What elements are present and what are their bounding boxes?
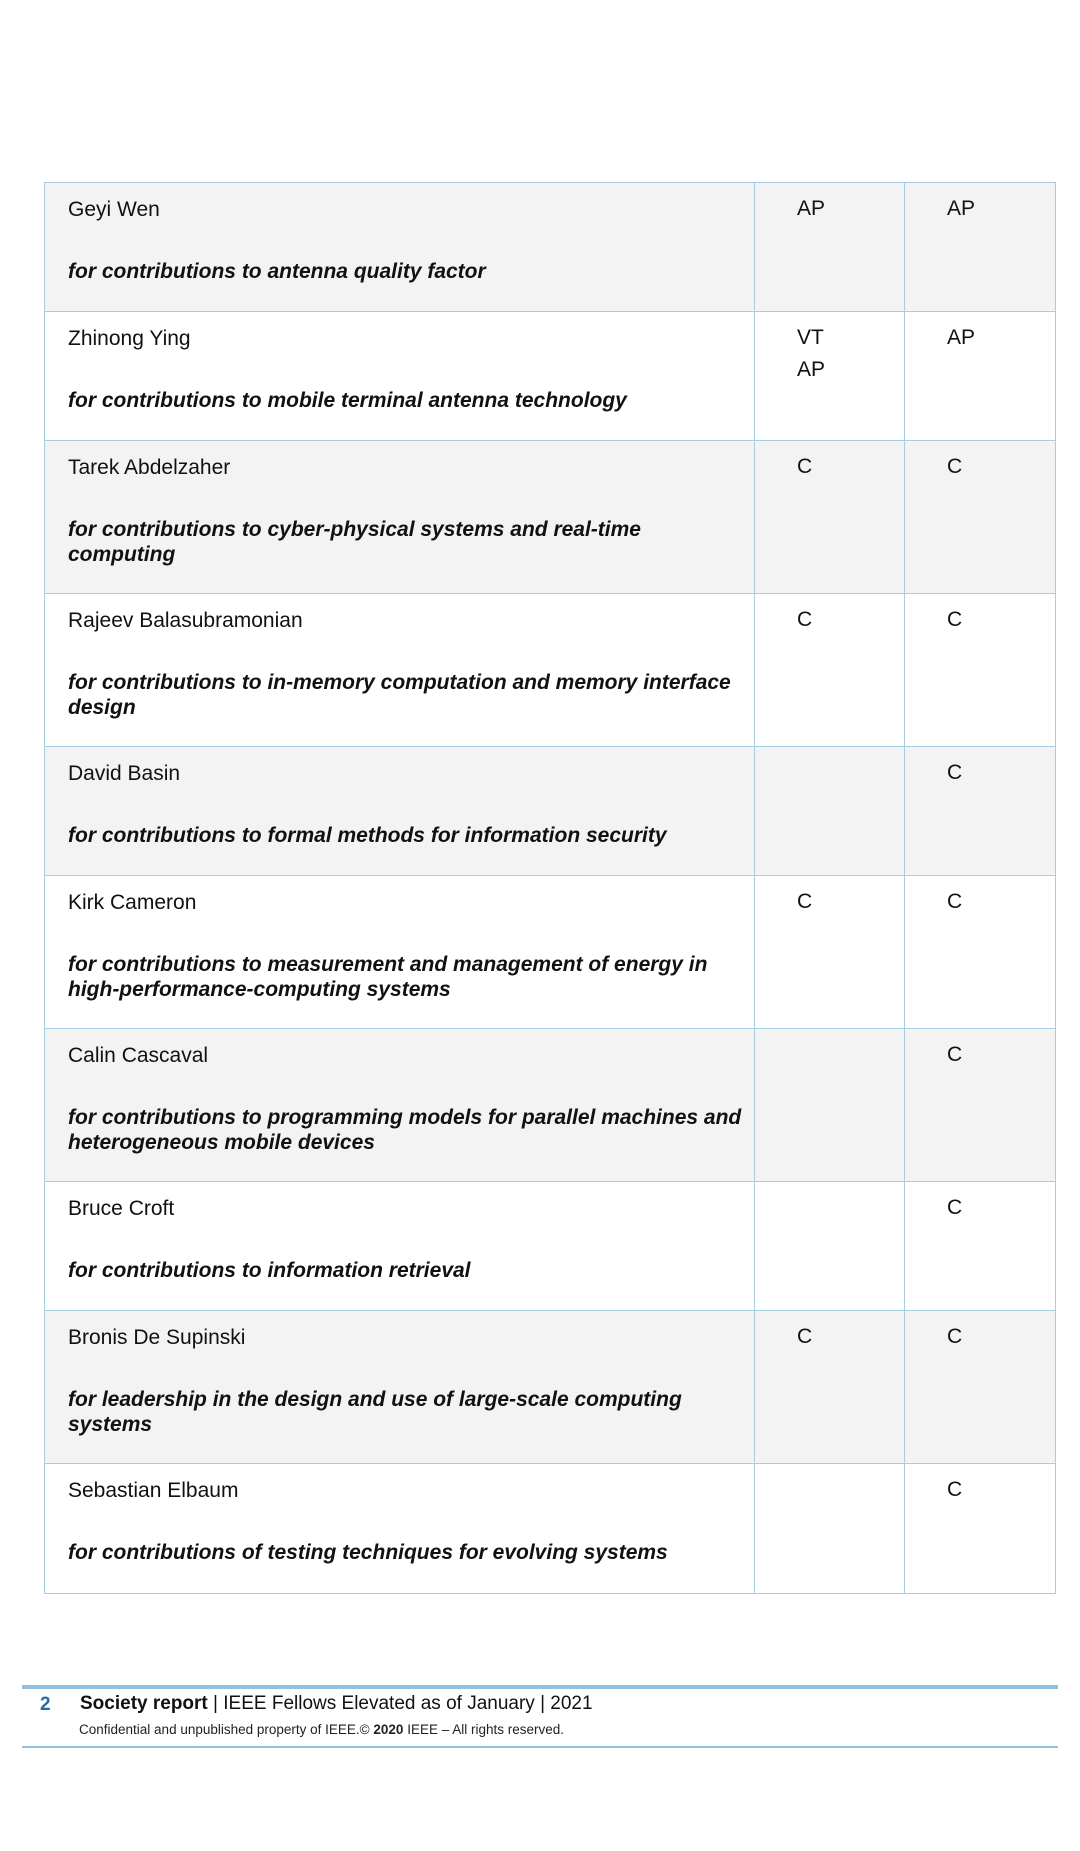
table-row <box>45 747 1055 876</box>
fellow-citation: for contributions to antenna quality factor <box>68 260 486 283</box>
table-row <box>45 1029 1055 1182</box>
society-code: C <box>947 890 963 913</box>
fellow-citation: for contributions to cyber-physical systems and real-time computing <box>68 518 641 566</box>
fellow-cell <box>45 1311 755 1463</box>
fellow-name: Geyi Wen <box>68 198 160 221</box>
fellow-name: David Basin <box>68 762 181 785</box>
evaluation-code-cell <box>905 876 1055 1028</box>
footer-top-divider <box>22 1685 1058 1689</box>
member-code-cell <box>755 594 905 746</box>
society-code: C <box>947 761 963 784</box>
footer-bottom-divider <box>22 1746 1058 1748</box>
fellows-table <box>44 182 1056 1594</box>
evaluation-code-cell <box>905 312 1055 440</box>
society-code: AP <box>947 197 976 220</box>
society-code: C <box>797 890 813 913</box>
society-code: C <box>947 455 963 478</box>
fellow-citation: for contributions to formal methods for information security <box>68 824 667 847</box>
report-label: Society report <box>80 1693 208 1714</box>
member-code-cell <box>755 1464 905 1593</box>
page-number: 2 <box>40 1694 51 1715</box>
table-row <box>45 594 1055 747</box>
table-row <box>45 183 1055 312</box>
fellow-cell <box>45 1182 755 1310</box>
evaluation-code-cell <box>905 1464 1055 1593</box>
society-code: AP <box>797 197 826 220</box>
fellow-cell <box>45 1464 755 1593</box>
member-code-cell <box>755 1182 905 1310</box>
society-code: C <box>947 1196 963 1219</box>
fellow-name: Calin Cascaval <box>68 1044 209 1067</box>
table-row <box>45 441 1055 594</box>
evaluation-code-cell <box>905 183 1055 311</box>
evaluation-code-cell <box>905 441 1055 593</box>
member-code-cell <box>755 1311 905 1463</box>
fellow-name: Sebastian Elbaum <box>68 1479 239 1502</box>
fellow-name: Rajeev Balasubramonian <box>68 609 303 632</box>
society-code: C <box>797 608 813 631</box>
report-subtitle: | IEEE Fellows Elevated as of January | 2021 <box>207 1693 593 1714</box>
society-code: AP <box>947 326 976 349</box>
table-row <box>45 876 1055 1029</box>
footer-report-title <box>80 1693 593 1715</box>
fellow-citation: for contributions to mobile terminal antenna technology <box>68 389 627 412</box>
copyright-prefix: Confidential and unpublished property of IEEE.© <box>79 1722 374 1737</box>
table-row <box>45 1464 1055 1593</box>
evaluation-code-cell <box>905 1182 1055 1310</box>
society-code: C <box>947 1325 963 1348</box>
fellow-cell <box>45 441 755 593</box>
society-code: C <box>797 455 813 478</box>
copyright-year: 2020 <box>373 1722 404 1737</box>
table-row <box>45 312 1055 441</box>
society-code: C <box>947 1043 963 1066</box>
fellow-citation: for contributions to programming models for parallel machines and heterogeneous mobile devices <box>68 1106 742 1154</box>
member-code-cell <box>755 747 905 875</box>
society-code: AP <box>797 358 826 381</box>
member-code-cell <box>755 441 905 593</box>
table-row <box>45 1182 1055 1311</box>
fellow-cell <box>45 1029 755 1181</box>
fellow-cell <box>45 183 755 311</box>
footer-copyright <box>79 1722 564 1737</box>
member-code-cell <box>755 312 905 440</box>
fellow-cell <box>45 312 755 440</box>
evaluation-code-cell <box>905 594 1055 746</box>
fellow-name: Zhinong Ying <box>68 327 191 350</box>
fellow-cell <box>45 747 755 875</box>
evaluation-code-cell <box>905 747 1055 875</box>
society-code: VT <box>797 326 824 349</box>
evaluation-code-cell <box>905 1029 1055 1181</box>
fellow-cell <box>45 876 755 1028</box>
fellow-citation: for leadership in the design and use of large-scale computing systems <box>68 1388 682 1436</box>
society-code: C <box>947 608 963 631</box>
society-code: C <box>947 1478 963 1501</box>
fellow-name: Tarek Abdelzaher <box>68 456 231 479</box>
copyright-suffix: IEEE – All rights reserved. <box>403 1722 565 1737</box>
fellow-cell <box>45 594 755 746</box>
table-row <box>45 1311 1055 1464</box>
member-code-cell <box>755 1029 905 1181</box>
evaluation-code-cell <box>905 1311 1055 1463</box>
fellow-citation: for contributions to measurement and management of energy in high-performance-computing systems <box>68 953 708 1001</box>
fellow-citation: for contributions of testing techniques for evolving systems <box>68 1541 668 1564</box>
member-code-cell <box>755 876 905 1028</box>
fellow-name: Bronis De Supinski <box>68 1326 246 1349</box>
society-code: C <box>797 1325 813 1348</box>
fellow-citation: for contributions to information retrieval <box>68 1259 471 1282</box>
fellow-citation: for contributions to in-memory computation and memory interface design <box>68 671 731 719</box>
fellow-name: Kirk Cameron <box>68 891 197 914</box>
fellow-name: Bruce Croft <box>68 1197 175 1220</box>
member-code-cell <box>755 183 905 311</box>
